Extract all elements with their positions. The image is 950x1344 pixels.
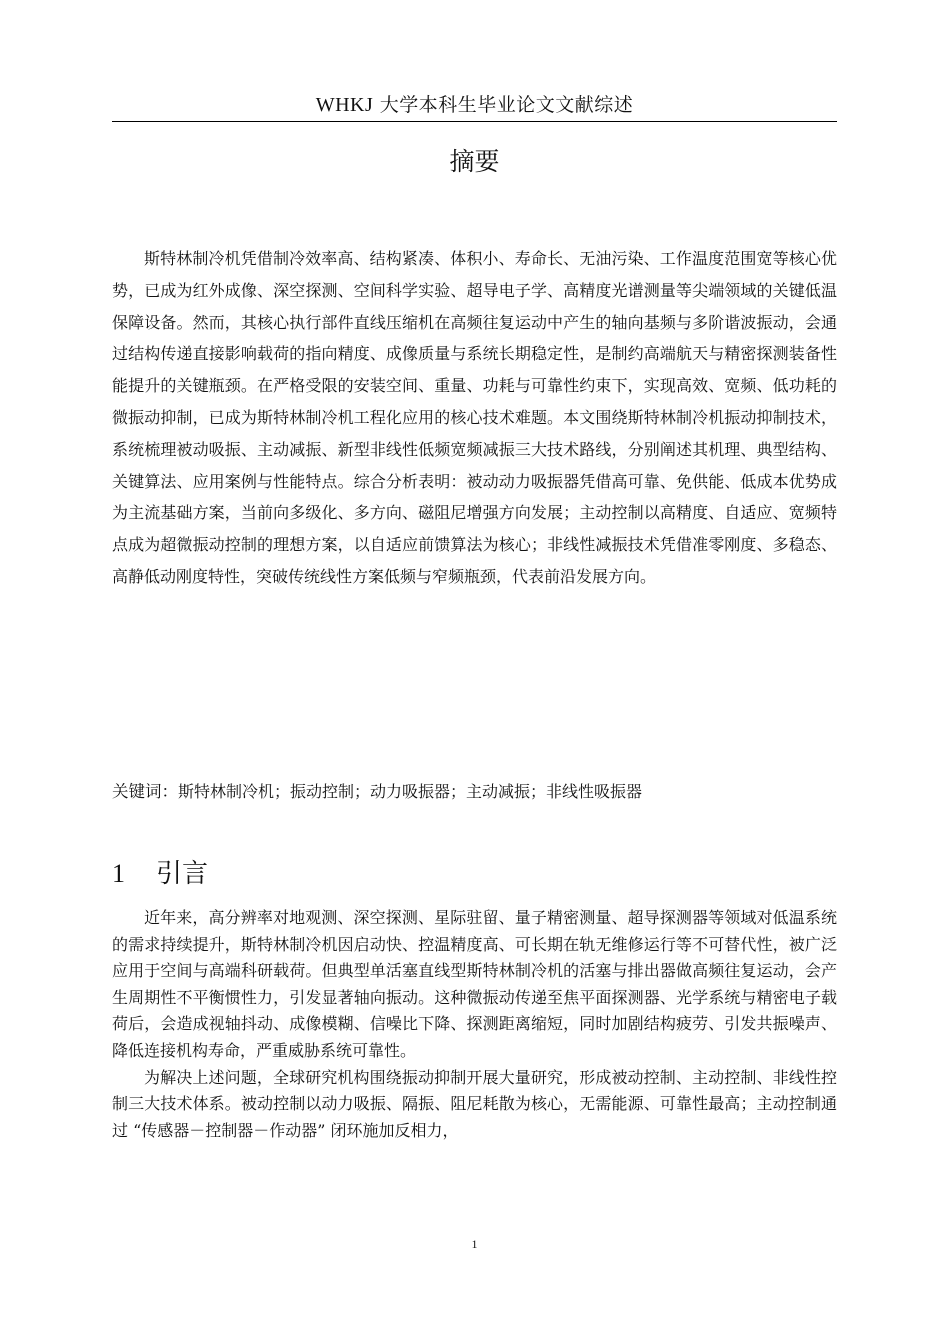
page-number: 1: [471, 1237, 478, 1251]
keywords-label: 关键词：: [112, 782, 178, 801]
section-body: [112, 905, 837, 1144]
section-heading: [112, 855, 837, 893]
section-paragraph: 近年来，高分辨率对地观测、深空探测、星际驻留、量子精密测量、超导探测器等领域对低温系统的需求持续提升，斯特林制冷机因启动快、控温精度高、可长期在轨无维修运行等不可替代性，被广泛应用于空间与高端科研载荷。但典型单活塞直线型斯特林制冷机的活塞与排出器做高频往复运动，会产生周期性不平衡惯性力，引发显著轴向振动。这种微振动传递至焦平面探测器、光学系统与精密电子载荷后，会造成视轴抖动、成像模糊、信噪比下降、探测距离缩短，同时加剧结构疲劳、引发共振噪声、降低连接机构寿命，严重威胁系统可靠性。: [112, 908, 837, 1060]
abstract-paragraph: 斯特林制冷机凭借制冷效率高、结构紧凑、体积小、寿命长、无油污染、工作温度范围宽等核心优势，已成为红外成像、深空探测、空间科学实验、超导电子学、高精度光谱测量等尖端领域的关键低温保障设备。然而，其核心执行部件直线压缩机在高频往复运动中产生的轴向基频与多阶谐波振动，会通过结构传递直接影响载荷的指向精度、成像质量与系统长期稳定性，是制约高端航天与精密探测装备性能提升的关键瓶颈。在严格受限的安装空间、重量、功耗与可靠性约束下，实现高效、宽频、低功耗的微振动抑制，已成为斯特林制冷机工程化应用的核心技术难题。本文围绕斯特林制冷机振动抑制技术，系统梳理被动吸振、主动减振、新型非线性低频宽频减振三大技术路线，分别阐述其机理、典型结构、关键算法、应用案例与性能特点。综合分析表明：被动动力吸振器凭借高可靠、免供能、低成本优势成为主流基础方案，当前向多级化、多方向、磁阻尼增强方向发展；主动控制以高精度、自适应、宽频特点成为超微振动控制的理想方案，以自适应前馈算法为核心；非线性减振技术凭借准零刚度、多稳态、高静低动刚度特性，突破传统线性方案低频与窄频瓶颈，代表前沿发展方向。: [112, 249, 837, 586]
section-title: 引言: [156, 859, 209, 889]
abstract-body: [112, 243, 837, 593]
header-prefix: WHKJ: [315, 94, 374, 116]
header-rule: [112, 121, 837, 122]
section-number: 1: [112, 859, 125, 888]
abstract-title: 摘要: [449, 147, 500, 176]
running-header: [112, 92, 837, 118]
keywords: [112, 778, 837, 806]
header-title: 大学本科生毕业论文文献综述: [373, 94, 634, 116]
section-paragraph: 为解决上述问题，全球研究机构围绕振动抑制开展大量研究，形成被动控制、主动控制、非线性控制三大技术体系。被动控制以动力吸振、隔振、阻尼耗散为核心，无需能源、可靠性最高；主动控制通过 “传感器－控制器－作动器” 闭环施加反相力，: [112, 1067, 837, 1140]
keywords-text: 斯特林制冷机；振动控制；动力吸振器；主动减振；非线性吸振器: [178, 782, 643, 801]
